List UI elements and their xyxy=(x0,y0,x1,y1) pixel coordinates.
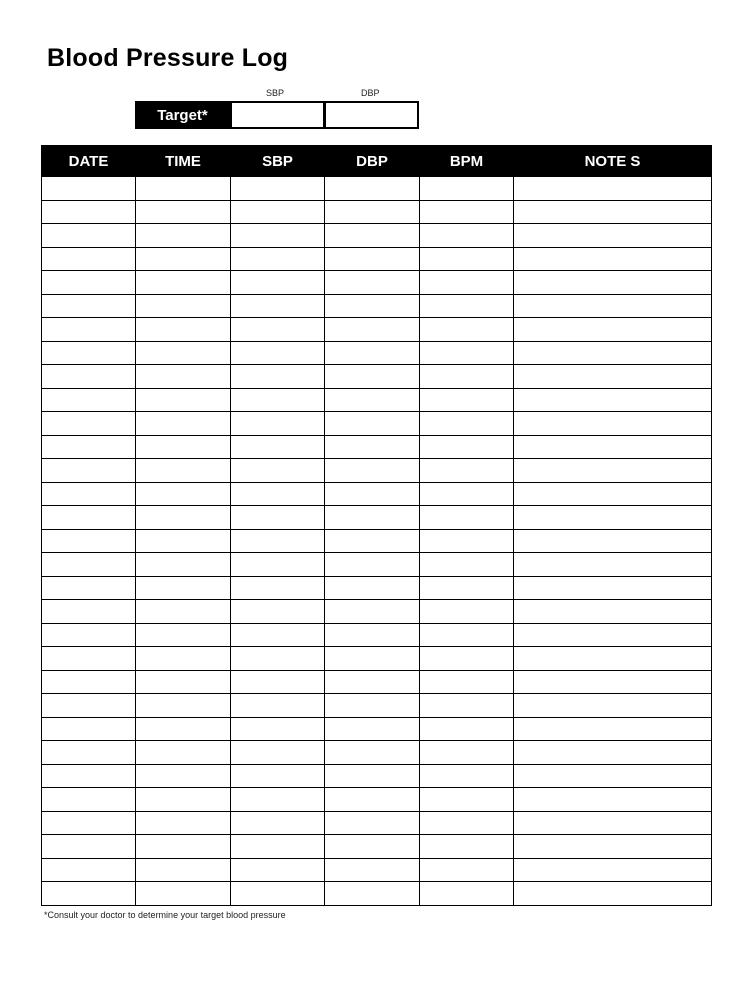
cell-date[interactable] xyxy=(42,459,136,483)
cell-dbp[interactable] xyxy=(325,412,420,436)
table-row xyxy=(42,882,712,906)
cell-bpm[interactable] xyxy=(420,247,514,271)
cell-sbp[interactable] xyxy=(231,388,325,412)
cell-bpm[interactable] xyxy=(420,647,514,671)
cell-notes[interactable] xyxy=(514,717,712,741)
column-header-sbp: SBP xyxy=(231,146,325,177)
table-row xyxy=(42,647,712,671)
cell-time[interactable] xyxy=(136,835,231,859)
cell-dbp[interactable] xyxy=(325,811,420,835)
cell-bpm[interactable] xyxy=(420,553,514,577)
cell-notes[interactable] xyxy=(514,341,712,365)
cell-dbp[interactable] xyxy=(325,647,420,671)
table-row xyxy=(42,506,712,530)
cell-bpm[interactable] xyxy=(420,741,514,765)
cell-notes[interactable] xyxy=(514,482,712,506)
cell-date[interactable] xyxy=(42,435,136,459)
cell-sbp[interactable] xyxy=(231,553,325,577)
cell-date[interactable] xyxy=(42,529,136,553)
cell-bpm[interactable] xyxy=(420,835,514,859)
cell-date[interactable] xyxy=(42,482,136,506)
table-row xyxy=(42,835,712,859)
cell-bpm[interactable] xyxy=(420,482,514,506)
column-header-notes: NOTE S xyxy=(514,146,712,177)
cell-bpm[interactable] xyxy=(420,811,514,835)
cell-time[interactable] xyxy=(136,529,231,553)
log-body xyxy=(42,177,712,906)
cell-date[interactable] xyxy=(42,670,136,694)
cell-notes[interactable] xyxy=(514,741,712,765)
cell-notes[interactable] xyxy=(514,294,712,318)
cell-date[interactable] xyxy=(42,858,136,882)
cell-date[interactable] xyxy=(42,600,136,624)
table-row xyxy=(42,459,712,483)
cell-date[interactable] xyxy=(42,553,136,577)
cell-dbp[interactable] xyxy=(325,764,420,788)
cell-notes[interactable] xyxy=(514,412,712,436)
cell-time[interactable] xyxy=(136,811,231,835)
cell-sbp[interactable] xyxy=(231,694,325,718)
target-dbp-field[interactable] xyxy=(324,101,419,129)
cell-dbp[interactable] xyxy=(325,858,420,882)
table-row xyxy=(42,435,712,459)
cell-sbp[interactable] xyxy=(231,623,325,647)
cell-notes[interactable] xyxy=(514,224,712,248)
cell-time[interactable] xyxy=(136,506,231,530)
cell-time[interactable] xyxy=(136,788,231,812)
cell-time[interactable] xyxy=(136,412,231,436)
table-row xyxy=(42,177,712,201)
cell-bpm[interactable] xyxy=(420,788,514,812)
cell-notes[interactable] xyxy=(514,623,712,647)
cell-time[interactable] xyxy=(136,271,231,295)
cell-sbp[interactable] xyxy=(231,177,325,201)
cell-sbp[interactable] xyxy=(231,576,325,600)
footnote: *Consult your doctor to determine your target blood pressure xyxy=(44,910,286,920)
cell-dbp[interactable] xyxy=(325,600,420,624)
cell-dbp[interactable] xyxy=(325,882,420,906)
cell-notes[interactable] xyxy=(514,764,712,788)
cell-bpm[interactable] xyxy=(420,435,514,459)
target-label: Target* xyxy=(135,101,230,129)
cell-sbp[interactable] xyxy=(231,529,325,553)
cell-notes[interactable] xyxy=(514,835,712,859)
cell-sbp[interactable] xyxy=(231,247,325,271)
cell-notes[interactable] xyxy=(514,200,712,224)
cell-time[interactable] xyxy=(136,600,231,624)
cell-notes[interactable] xyxy=(514,694,712,718)
cell-date[interactable] xyxy=(42,318,136,342)
table-row xyxy=(42,694,712,718)
cell-time[interactable] xyxy=(136,741,231,765)
target-sbp-field[interactable] xyxy=(230,101,325,129)
table-row xyxy=(42,717,712,741)
cell-time[interactable] xyxy=(136,247,231,271)
column-header-time: TIME xyxy=(136,146,231,177)
cell-dbp[interactable] xyxy=(325,717,420,741)
cell-bpm[interactable] xyxy=(420,576,514,600)
target-sbp-label: SBP xyxy=(266,88,285,98)
cell-time[interactable] xyxy=(136,647,231,671)
cell-notes[interactable] xyxy=(514,506,712,530)
cell-bpm[interactable] xyxy=(420,506,514,530)
cell-date[interactable] xyxy=(42,177,136,201)
table-row xyxy=(42,553,712,577)
cell-date[interactable] xyxy=(42,694,136,718)
cell-notes[interactable] xyxy=(514,318,712,342)
cell-dbp[interactable] xyxy=(325,177,420,201)
table-row xyxy=(42,224,712,248)
table-row xyxy=(42,788,712,812)
cell-bpm[interactable] xyxy=(420,318,514,342)
cell-date[interactable] xyxy=(42,835,136,859)
cell-date[interactable] xyxy=(42,271,136,295)
cell-time[interactable] xyxy=(136,200,231,224)
cell-sbp[interactable] xyxy=(231,224,325,248)
cell-sbp[interactable] xyxy=(231,717,325,741)
cell-notes[interactable] xyxy=(514,271,712,295)
cell-notes[interactable] xyxy=(514,600,712,624)
column-header-date: DATE xyxy=(42,146,136,177)
cell-sbp[interactable] xyxy=(231,506,325,530)
cell-dbp[interactable] xyxy=(325,553,420,577)
cell-time[interactable] xyxy=(136,717,231,741)
cell-sbp[interactable] xyxy=(231,858,325,882)
cell-dbp[interactable] xyxy=(325,529,420,553)
cell-date[interactable] xyxy=(42,788,136,812)
cell-sbp[interactable] xyxy=(231,459,325,483)
table-row xyxy=(42,365,712,389)
cell-dbp[interactable] xyxy=(325,482,420,506)
log-table xyxy=(41,145,712,906)
cell-time[interactable] xyxy=(136,177,231,201)
table-row xyxy=(42,271,712,295)
cell-bpm[interactable] xyxy=(420,882,514,906)
cell-date[interactable] xyxy=(42,717,136,741)
cell-dbp[interactable] xyxy=(325,506,420,530)
table-row xyxy=(42,388,712,412)
cell-date[interactable] xyxy=(42,224,136,248)
target-row xyxy=(135,101,419,128)
cell-date[interactable] xyxy=(42,341,136,365)
table-row xyxy=(42,576,712,600)
table-row xyxy=(42,294,712,318)
cell-sbp[interactable] xyxy=(231,482,325,506)
page-title: Blood Pressure Log xyxy=(47,44,289,72)
table-row xyxy=(42,341,712,365)
cell-time[interactable] xyxy=(136,341,231,365)
cell-sbp[interactable] xyxy=(231,882,325,906)
cell-bpm[interactable] xyxy=(420,764,514,788)
cell-time[interactable] xyxy=(136,224,231,248)
cell-time[interactable] xyxy=(136,764,231,788)
table-row xyxy=(42,764,712,788)
cell-time[interactable] xyxy=(136,882,231,906)
cell-bpm[interactable] xyxy=(420,177,514,201)
table-row xyxy=(42,858,712,882)
cell-bpm[interactable] xyxy=(420,365,514,389)
cell-date[interactable] xyxy=(42,294,136,318)
cell-time[interactable] xyxy=(136,694,231,718)
cell-dbp[interactable] xyxy=(325,388,420,412)
table-row xyxy=(42,600,712,624)
cell-time[interactable] xyxy=(136,858,231,882)
cell-sbp[interactable] xyxy=(231,741,325,765)
cell-dbp[interactable] xyxy=(325,224,420,248)
cell-sbp[interactable] xyxy=(231,365,325,389)
cell-time[interactable] xyxy=(136,576,231,600)
cell-notes[interactable] xyxy=(514,529,712,553)
cell-dbp[interactable] xyxy=(325,318,420,342)
cell-dbp[interactable] xyxy=(325,435,420,459)
cell-notes[interactable] xyxy=(514,670,712,694)
table-row xyxy=(42,482,712,506)
cell-bpm[interactable] xyxy=(420,224,514,248)
cell-sbp[interactable] xyxy=(231,294,325,318)
cell-time[interactable] xyxy=(136,388,231,412)
cell-sbp[interactable] xyxy=(231,670,325,694)
cell-date[interactable] xyxy=(42,412,136,436)
cell-date[interactable] xyxy=(42,882,136,906)
cell-notes[interactable] xyxy=(514,882,712,906)
cell-sbp[interactable] xyxy=(231,600,325,624)
cell-bpm[interactable] xyxy=(420,341,514,365)
target-dbp-label: DBP xyxy=(361,88,380,98)
cell-dbp[interactable] xyxy=(325,200,420,224)
cell-time[interactable] xyxy=(136,294,231,318)
cell-notes[interactable] xyxy=(514,177,712,201)
cell-dbp[interactable] xyxy=(325,294,420,318)
cell-date[interactable] xyxy=(42,623,136,647)
cell-dbp[interactable] xyxy=(325,835,420,859)
cell-date[interactable] xyxy=(42,200,136,224)
table-row xyxy=(42,670,712,694)
cell-time[interactable] xyxy=(136,435,231,459)
cell-bpm[interactable] xyxy=(420,623,514,647)
cell-notes[interactable] xyxy=(514,365,712,389)
cell-dbp[interactable] xyxy=(325,271,420,295)
cell-sbp[interactable] xyxy=(231,811,325,835)
table-row xyxy=(42,741,712,765)
cell-date[interactable] xyxy=(42,506,136,530)
cell-sbp[interactable] xyxy=(231,764,325,788)
cell-sbp[interactable] xyxy=(231,647,325,671)
cell-time[interactable] xyxy=(136,365,231,389)
cell-date[interactable] xyxy=(42,647,136,671)
cell-bpm[interactable] xyxy=(420,717,514,741)
cell-notes[interactable] xyxy=(514,459,712,483)
cell-dbp[interactable] xyxy=(325,694,420,718)
table-row xyxy=(42,200,712,224)
cell-dbp[interactable] xyxy=(325,247,420,271)
cell-sbp[interactable] xyxy=(231,341,325,365)
cell-bpm[interactable] xyxy=(420,694,514,718)
cell-time[interactable] xyxy=(136,482,231,506)
cell-date[interactable] xyxy=(42,247,136,271)
cell-bpm[interactable] xyxy=(420,600,514,624)
cell-dbp[interactable] xyxy=(325,341,420,365)
cell-bpm[interactable] xyxy=(420,670,514,694)
cell-bpm[interactable] xyxy=(420,294,514,318)
cell-bpm[interactable] xyxy=(420,858,514,882)
cell-time[interactable] xyxy=(136,623,231,647)
cell-dbp[interactable] xyxy=(325,365,420,389)
cell-bpm[interactable] xyxy=(420,412,514,436)
table-header-row xyxy=(42,146,712,177)
cell-time[interactable] xyxy=(136,553,231,577)
table-row xyxy=(42,623,712,647)
cell-sbp[interactable] xyxy=(231,435,325,459)
cell-bpm[interactable] xyxy=(420,200,514,224)
cell-time[interactable] xyxy=(136,318,231,342)
cell-dbp[interactable] xyxy=(325,576,420,600)
cell-notes[interactable] xyxy=(514,858,712,882)
cell-date[interactable] xyxy=(42,741,136,765)
cell-bpm[interactable] xyxy=(420,529,514,553)
table-row xyxy=(42,529,712,553)
cell-sbp[interactable] xyxy=(231,318,325,342)
cell-date[interactable] xyxy=(42,365,136,389)
cell-dbp[interactable] xyxy=(325,459,420,483)
cell-notes[interactable] xyxy=(514,811,712,835)
cell-time[interactable] xyxy=(136,670,231,694)
table-row xyxy=(42,318,712,342)
cell-notes[interactable] xyxy=(514,788,712,812)
cell-notes[interactable] xyxy=(514,247,712,271)
cell-dbp[interactable] xyxy=(325,741,420,765)
cell-date[interactable] xyxy=(42,764,136,788)
cell-date[interactable] xyxy=(42,576,136,600)
cell-date[interactable] xyxy=(42,388,136,412)
cell-notes[interactable] xyxy=(514,576,712,600)
column-header-bpm: BPM xyxy=(420,146,514,177)
cell-dbp[interactable] xyxy=(325,788,420,812)
column-header-dbp: DBP xyxy=(325,146,420,177)
table-row xyxy=(42,412,712,436)
cell-dbp[interactable] xyxy=(325,623,420,647)
cell-sbp[interactable] xyxy=(231,788,325,812)
cell-date[interactable] xyxy=(42,811,136,835)
cell-sbp[interactable] xyxy=(231,200,325,224)
cell-sbp[interactable] xyxy=(231,412,325,436)
cell-notes[interactable] xyxy=(514,435,712,459)
table-row xyxy=(42,811,712,835)
cell-dbp[interactable] xyxy=(325,670,420,694)
cell-sbp[interactable] xyxy=(231,835,325,859)
cell-bpm[interactable] xyxy=(420,459,514,483)
cell-bpm[interactable] xyxy=(420,388,514,412)
cell-time[interactable] xyxy=(136,459,231,483)
cell-notes[interactable] xyxy=(514,553,712,577)
table-row xyxy=(42,247,712,271)
cell-bpm[interactable] xyxy=(420,271,514,295)
cell-notes[interactable] xyxy=(514,388,712,412)
cell-sbp[interactable] xyxy=(231,271,325,295)
cell-notes[interactable] xyxy=(514,647,712,671)
